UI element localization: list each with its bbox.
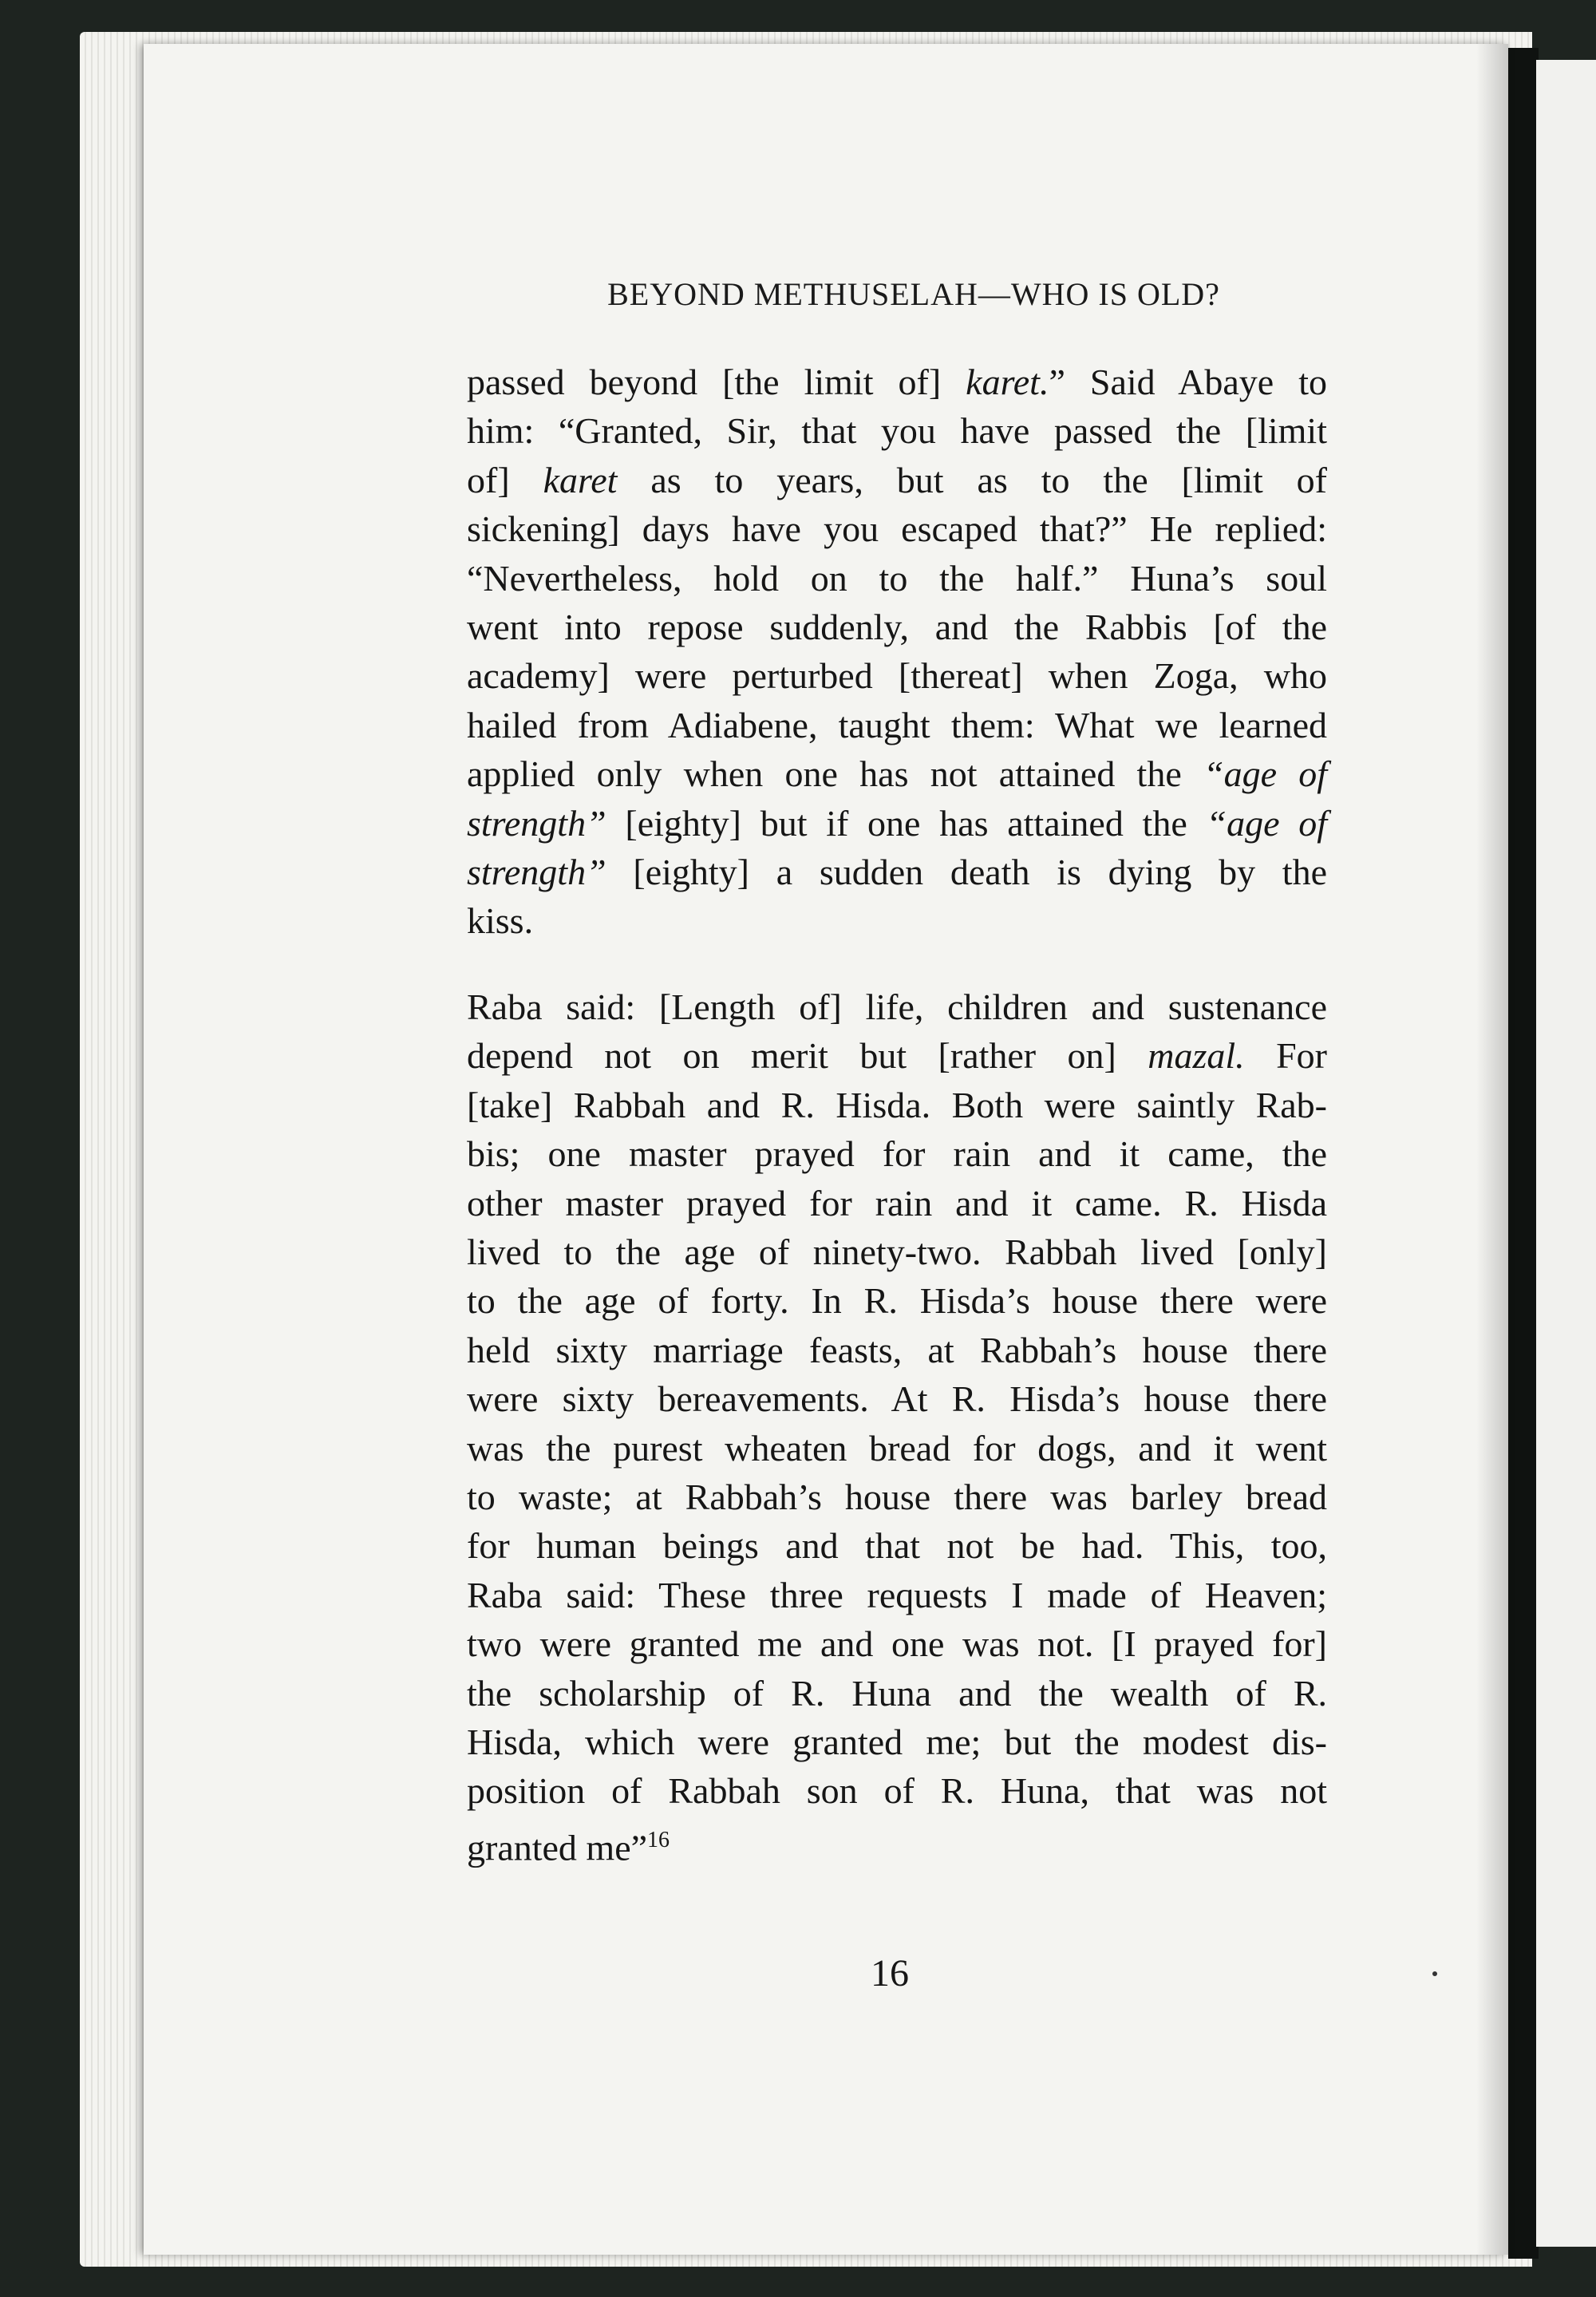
page-number: 16 bbox=[871, 1952, 909, 1995]
text-line bbox=[467, 1276, 1327, 1325]
text-run: for human beings and that not be had. This, too, bbox=[467, 1525, 1327, 1567]
text-run: to waste; at Rabbah’s house there was barley bread bbox=[467, 1476, 1327, 1517]
text-line bbox=[467, 651, 1327, 700]
text-line bbox=[467, 1228, 1327, 1276]
italic-term: strength” bbox=[467, 802, 606, 844]
text-run: Hisda, which were granted me; but the modest dis- bbox=[467, 1721, 1327, 1762]
paragraph-2 bbox=[467, 982, 1327, 1872]
italic-term: “age of bbox=[1206, 802, 1327, 844]
text-line bbox=[467, 1816, 1327, 1872]
italic-term: strength” bbox=[467, 852, 606, 893]
text-run: were sixty bereavements. At R. Hisda’s house there bbox=[467, 1378, 1327, 1420]
text-line bbox=[467, 456, 1327, 504]
text-run: [eighty] a sudden death is dying by the bbox=[606, 852, 1327, 893]
text-run: sickening] days have you escaped that?” He replied: bbox=[467, 508, 1327, 550]
text-line bbox=[467, 1031, 1327, 1080]
text-run: two were granted me and one was not. [I prayed for] bbox=[467, 1623, 1327, 1665]
footnote-ref: 16 bbox=[647, 1827, 670, 1852]
text-run: hailed from Adiabene, taught them: What we learned bbox=[467, 704, 1327, 745]
page-gutter-shading bbox=[1476, 44, 1508, 2255]
text-run: [take] Rabbah and R. Hisda. Both were saintly Rab- bbox=[467, 1084, 1327, 1125]
text-run: the scholarship of R. Huna and the wealth of R. bbox=[467, 1672, 1327, 1714]
text-line bbox=[467, 1424, 1327, 1473]
text-run: Raba said: These three requests I made of Heaven; bbox=[467, 1574, 1327, 1615]
text-line bbox=[467, 603, 1327, 651]
text-run: position of Rabbah son of R. Huna, that was not bbox=[467, 1770, 1327, 1812]
text-line bbox=[467, 1179, 1327, 1228]
text-run: academy] were perturbed [thereat] when Zoga, who bbox=[467, 655, 1327, 697]
facing-page-sliver bbox=[1536, 60, 1596, 2247]
paragraph-1 bbox=[467, 358, 1327, 946]
text-run: [eighty] but if one has attained the bbox=[606, 802, 1207, 844]
text-line bbox=[467, 358, 1327, 406]
text-line bbox=[467, 1129, 1327, 1178]
spine-shadow bbox=[1508, 48, 1539, 2259]
text-line bbox=[467, 701, 1327, 749]
italic-term: karet. bbox=[966, 362, 1049, 402]
text-line bbox=[467, 1718, 1327, 1766]
text-run: of] bbox=[467, 459, 543, 500]
text-line bbox=[467, 1571, 1327, 1619]
text-run: kiss. bbox=[467, 900, 534, 942]
text-line bbox=[467, 1619, 1327, 1668]
text-run: held sixty marriage feasts, at Rabbah’s house there bbox=[467, 1329, 1327, 1370]
page-speck bbox=[1432, 1971, 1437, 1976]
text-run: was the purest wheaten bread for dogs, and it went bbox=[467, 1427, 1327, 1469]
text-run: other master prayed for rain and it came. R. Hisda bbox=[467, 1182, 1327, 1224]
text-line bbox=[467, 1326, 1327, 1374]
text-line bbox=[467, 848, 1327, 896]
text-run: depend not on merit but [rather on] bbox=[467, 1035, 1148, 1077]
body-text bbox=[467, 358, 1327, 1872]
text-run: “Nevertheless, hold on to the half.” Huna’s soul bbox=[467, 557, 1327, 599]
text-run: ” Said Abaye to bbox=[1049, 362, 1327, 402]
text-run: passed beyond [the limit of] bbox=[467, 362, 966, 402]
text-line bbox=[467, 1081, 1327, 1129]
text-run: granted me” bbox=[467, 1827, 648, 1868]
text-line bbox=[467, 1766, 1327, 1815]
text-line bbox=[467, 1374, 1327, 1423]
text-line bbox=[467, 1473, 1327, 1521]
text-run: him: “Granted, Sir, that you have passed the [limit bbox=[467, 410, 1327, 452]
text-run: went into repose suddenly, and the Rabbis [of the bbox=[467, 607, 1327, 648]
text-run: For bbox=[1244, 1035, 1328, 1077]
text-line bbox=[467, 799, 1327, 848]
text-run: to the age of forty. In R. Hisda’s house there were bbox=[467, 1280, 1327, 1322]
italic-term: mazal. bbox=[1148, 1035, 1245, 1077]
text-line bbox=[467, 1669, 1327, 1718]
text-line bbox=[467, 982, 1327, 1031]
text-run: lived to the age of ninety-two. Rabbah lived [only] bbox=[467, 1231, 1327, 1272]
text-run: as to years, but as to the [limit of bbox=[617, 459, 1327, 500]
text-line bbox=[467, 406, 1327, 455]
text-run: bis; one master prayed for rain and it came, the bbox=[467, 1133, 1327, 1175]
text-line bbox=[467, 749, 1327, 798]
text-run: applied only when one has not attained the bbox=[467, 753, 1203, 795]
text-line bbox=[467, 1521, 1327, 1570]
text-line bbox=[467, 504, 1327, 553]
italic-term: karet bbox=[543, 459, 618, 500]
italic-term: “age of bbox=[1203, 753, 1327, 795]
text-run: Raba said: [Length of] life, children and sustenance bbox=[467, 986, 1327, 1027]
text-line bbox=[467, 554, 1327, 603]
text-line bbox=[467, 896, 1327, 945]
running-head: BEYOND METHUSELAH—WHO IS OLD? bbox=[607, 276, 1220, 312]
